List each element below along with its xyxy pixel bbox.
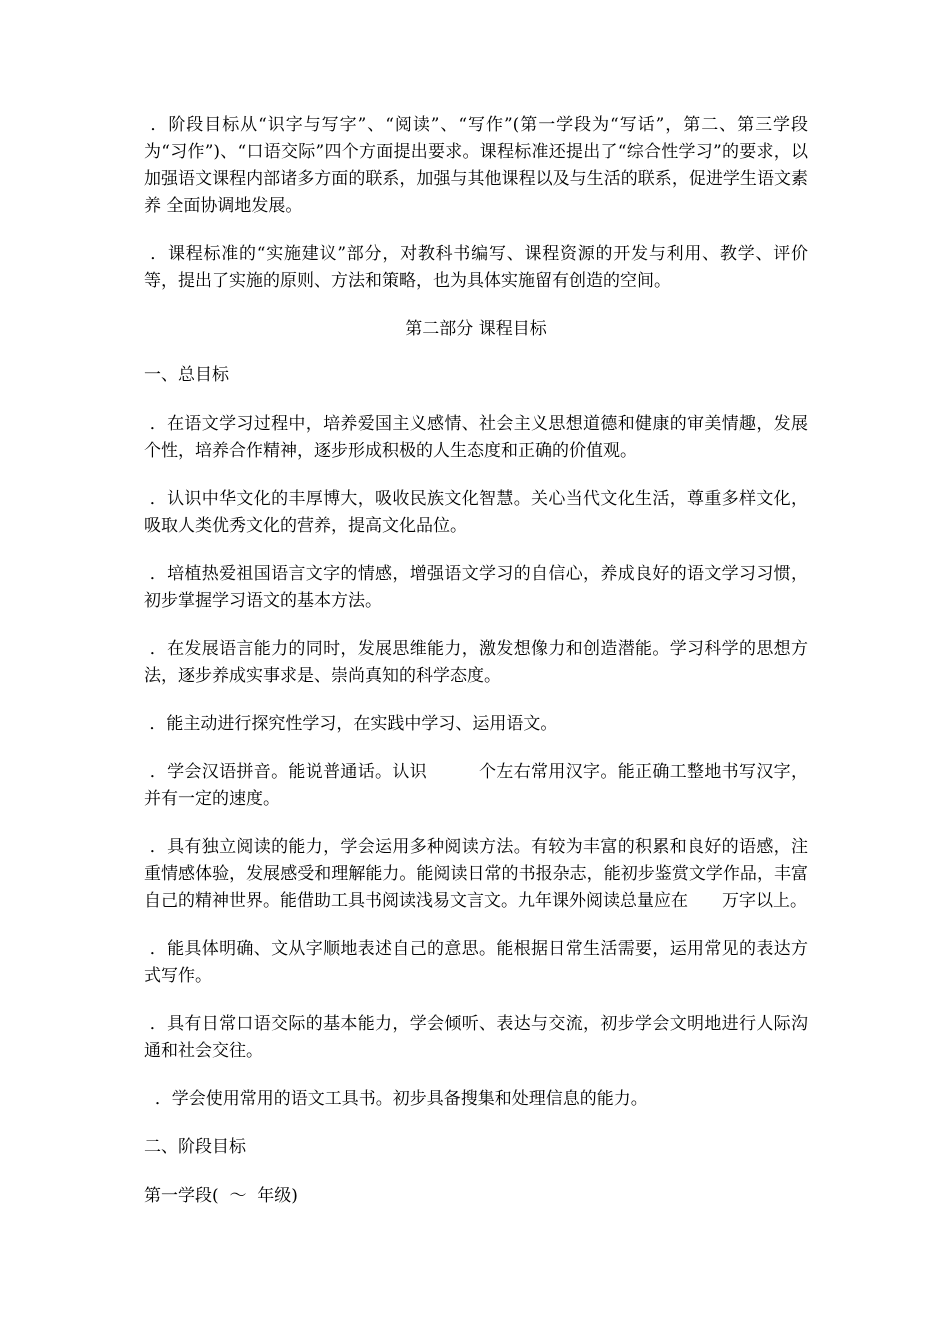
section-title: 第二部分 课程目标: [405, 319, 547, 339]
goal-item-7: ．具有独立阅读的能力，学会运用多种阅读方法。有较为丰富的积累和良好的语感，注重情感体验，发展感受和理解能力。能阅读日常的书报杂志，能初步鉴赏文学作品，丰富自己的精神世界。能借助工具书阅读浅易文言文。九年课外阅读总量应在 万字以上。: [144, 837, 809, 911]
goal-item-10: ．学会使用常用的语文工具书。初步具备搜集和处理信息的能力。: [144, 1089, 648, 1109]
goal-item-6: ．学会汉语拼音。能说普通话。认识 个左右常用汉字。能正确工整地书写汉字，并有一定的速度。: [144, 762, 809, 809]
goal-item-8: ．能具体明确、文从字顺地表述自己的意思。能根据日常生活需要，运用常见的表达方式写作。: [144, 939, 809, 986]
goal-item-1: ．在语文学习过程中，培养爱国主义感情、社会主义思想道德和健康的审美情趣，发展个性，培养合作精神，逐步形成积极的人生态度和正确的价值观。: [144, 414, 809, 461]
paragraph-implementation: ．课程标准的“实施建议”部分，对教科书编写、课程资源的开发与利用、教学、评价等，提出了实施的原则、方法和策略，也为具体实施留有创造的空间。: [144, 244, 809, 291]
heading-general-goals: 一、总目标: [144, 365, 229, 385]
heading-first-stage: 第一学段( ～ 年级): [144, 1186, 298, 1206]
document-page: [144, 112, 808, 1231]
goal-item-9: ．具有日常口语交际的基本能力，学会倾听、表达与交流，初步学会文明地进行人际沟通和社会交往。: [144, 1014, 809, 1061]
goal-item-4: ．在发展语言能力的同时，发展思维能力，激发想像力和创造潜能。学习科学的思想方法，逐步养成实事求是、崇尚真知的科学态度。: [144, 639, 809, 686]
paragraph-stage-goals: ．阶段目标从“识字与写字”、“阅读”、“写作”(第一学段为“写话”，第二、第三学段为“习作”)、“口语交际”四个方面提出要求。课程标准还提出了“综合性学习”的要求，以加强语文课程内部诸多方面的联系，加强与其他课程以及与生活的联系，促进学生语文素养 全面协调地发展。: [144, 115, 808, 216]
heading-stage-goals: 二、阶段目标: [144, 1137, 246, 1157]
goal-item-5: ．能主动进行探究性学习，在实践中学习、运用语文。: [144, 714, 558, 734]
goal-item-2: ．认识中华文化的丰厚博大，吸收民族文化智慧。关心当代文化生活，尊重多样文化，吸取人类优秀文化的营养，提高文化品位。: [144, 489, 809, 536]
goal-item-3: ．培植热爱祖国语言文字的情感，增强语文学习的自信心，养成良好的语文学习习惯，初步掌握学习语文的基本方法。: [144, 564, 809, 611]
